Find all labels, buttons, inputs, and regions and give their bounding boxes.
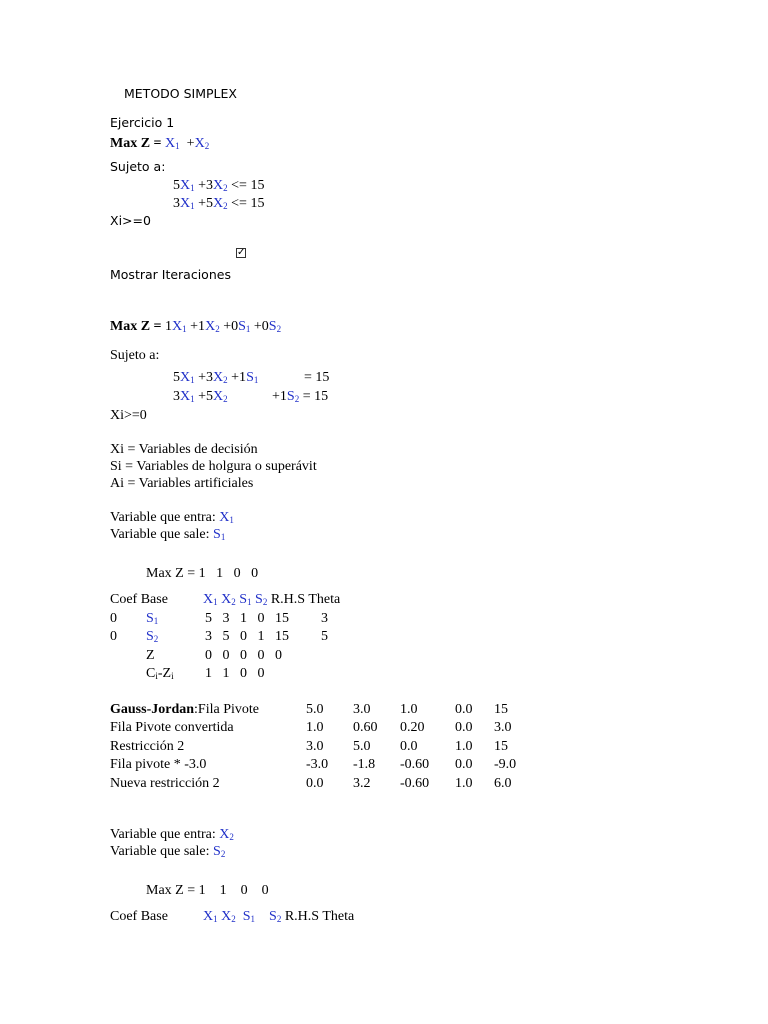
gj-cell: 0.0 — [455, 702, 473, 717]
var-s1: $S_1$ — [242, 909, 256, 924]
gj-cell: -0.60 — [400, 776, 430, 791]
coef: 5 — [173, 178, 180, 193]
var-x1: $X_1$ — [165, 136, 180, 151]
var-x2: $X_2$ — [221, 592, 236, 607]
gj-cell: 15 — [494, 702, 508, 717]
gj-cell: 0.60 — [353, 720, 378, 735]
gj-cell: 1.0 — [400, 702, 418, 717]
rhs: = 15 — [302, 389, 329, 404]
var-x2: $X_2$ — [213, 370, 228, 385]
row-coef: 0 — [110, 629, 117, 644]
cz-label: $C_i-Z_i$ — [146, 666, 174, 681]
gj-row-label: Fila pivote * -3.0 — [110, 757, 207, 772]
coef: +3 — [198, 178, 214, 193]
gj-cell: 3.0 — [306, 739, 324, 754]
var-s1: $S_1$ — [246, 370, 259, 385]
leaving-variable-2 — [110, 845, 225, 859]
constraint-2 — [173, 197, 264, 211]
coef: 3 — [173, 389, 180, 404]
gj-cell: -0.60 — [400, 757, 430, 772]
var-s2: $S_2$ — [286, 389, 300, 404]
coef: 5 — [173, 370, 180, 385]
coef: +0 — [223, 319, 239, 334]
gj-cell: 3.0 — [494, 720, 512, 735]
coef: +0 — [253, 319, 269, 334]
coef: +3 — [198, 370, 214, 385]
exercise-label: Ejercicio 1 — [110, 115, 175, 130]
table-header-vars — [203, 593, 340, 607]
rhs: <= 15 — [231, 196, 265, 211]
row-base-s2: $S_2$ — [146, 629, 159, 644]
var-x1: $X_1$ — [180, 196, 195, 211]
subject-to-label-2: Sujeto a: — [110, 348, 160, 363]
z-values: 0 0 0 0 0 — [205, 648, 282, 663]
gj-cell: 5.0 — [353, 739, 371, 754]
coef: +1 — [231, 370, 247, 385]
rhs: <= 15 — [231, 178, 265, 193]
legend-item: Ai = Variables artificiales — [110, 476, 254, 491]
var-s1: $S_1$ — [238, 319, 251, 334]
gj-cell: 0.0 — [455, 757, 473, 772]
nonnegativity: Xi>=0 — [110, 213, 151, 228]
row-theta: 3 — [321, 611, 328, 626]
row-theta: 5 — [321, 629, 328, 644]
leaving-label: Variable que sale: — [110, 844, 210, 859]
row-base-s1: $S_1$ — [146, 611, 159, 626]
leaving-label: Variable que sale: — [110, 527, 210, 542]
var-s1: $S_1$ — [213, 527, 226, 542]
rhs-theta-header: R.H.S Theta — [270, 592, 341, 607]
var-s2: $S_2$ — [213, 844, 226, 859]
gj-cell: 15 — [494, 739, 508, 754]
objective-function — [110, 137, 209, 151]
gj-cell: 1.0 — [306, 720, 324, 735]
plus-sign: + — [186, 136, 195, 151]
var-s2: $S_2$ — [268, 319, 282, 334]
coef: +5 — [198, 196, 214, 211]
gj-row-label: Nueva restricción 2 — [110, 776, 220, 791]
gj-row-1-label — [110, 703, 259, 717]
legend-item: Xi = Variables de decisión — [110, 442, 258, 457]
gj-cell: -9.0 — [494, 757, 517, 772]
rhs-theta-header: R.H.S Theta — [284, 909, 355, 924]
coef: +1 — [272, 389, 287, 404]
cz-values: 1 1 0 0 — [205, 666, 265, 681]
objective-label: Max Z = — [110, 319, 162, 334]
entering-label: Variable que entra: — [110, 827, 216, 842]
table-header-left-2: Coef Base — [110, 909, 168, 924]
std-constraint-1 — [173, 371, 258, 385]
std-nonnegativity: Xi>=0 — [110, 408, 147, 423]
coef: 1 — [165, 319, 173, 334]
row-coef: 0 — [110, 611, 117, 626]
entering-variable-2 — [110, 828, 234, 842]
table-header-vars-2 — [203, 910, 354, 924]
var-x1: $X_1$ — [172, 319, 187, 334]
var-s2: $S_2$ — [255, 592, 268, 607]
gj-cell: 1.0 — [455, 739, 473, 754]
gj-cell: 3.0 — [353, 702, 371, 717]
row-values: 3 5 0 1 15 — [205, 629, 289, 644]
gj-cell: 0.0 — [400, 739, 418, 754]
show-iterations-label: Mostrar Iteraciones — [110, 267, 231, 282]
var-x2: $X_2$ — [221, 909, 236, 924]
leaving-variable — [110, 528, 225, 542]
gj-cell: 0.20 — [400, 720, 425, 735]
maxz-row-2: Max Z = 1 1 0 0 — [146, 883, 269, 898]
gj-row-label: Restricción 2 — [110, 739, 185, 754]
entering-variable — [110, 511, 234, 525]
objective-label: Max Z = — [110, 136, 162, 151]
maxz-row: Max Z = 1 1 0 0 — [146, 566, 259, 581]
coef: +5 — [198, 389, 214, 404]
gj-cell: 3.2 — [353, 776, 371, 791]
entering-label: Variable que entra: — [110, 510, 216, 525]
gauss-jordan-title: Gauss-Jordan — [110, 702, 195, 717]
var-x2: $X_2$ — [213, 196, 228, 211]
gj-cell: 0.0 — [306, 776, 324, 791]
gj-cell: 1.0 — [455, 776, 473, 791]
std-rhs-1: = 15 — [304, 370, 330, 385]
var-s2: $S_2$ — [269, 909, 282, 924]
var-x1: $X_1$ — [203, 909, 218, 924]
subject-to-label: Sujeto a: — [110, 159, 166, 174]
constraint-1 — [173, 179, 264, 193]
row-values: 5 3 1 0 15 — [205, 611, 289, 626]
var-s1: $S_1$ — [239, 592, 252, 607]
var-x1: $X_1$ — [180, 178, 195, 193]
var-x2: $X_2$ — [213, 178, 228, 193]
gj-row-label: Fila Pivote convertida — [110, 720, 234, 735]
table-header-left: Coef Base — [110, 592, 168, 607]
legend-item: Si = Variables de holgura o superávit — [110, 459, 317, 474]
page-title: METODO SIMPLEX — [124, 86, 237, 101]
gj-label: :Fila Pivote — [194, 702, 259, 717]
var-x2: $X_2$ — [213, 389, 228, 404]
gj-cell: -3.0 — [306, 757, 329, 772]
var-x1: $X_1$ — [180, 389, 195, 404]
show-iterations-checkbox[interactable]: ✓ — [237, 247, 246, 258]
gj-cell: 5.0 — [306, 702, 324, 717]
gj-cell: 0.0 — [455, 720, 473, 735]
gj-cell: -1.8 — [353, 757, 376, 772]
std-constraint-2 — [173, 390, 228, 404]
var-x1: $X_1$ — [219, 510, 234, 525]
gj-cell: 6.0 — [494, 776, 512, 791]
standard-objective — [110, 320, 281, 334]
z-label: Z — [146, 648, 155, 663]
var-x2: $X_2$ — [205, 319, 220, 334]
var-x1: $X_1$ — [180, 370, 195, 385]
coef: 3 — [173, 196, 180, 211]
std-s2-term — [272, 390, 328, 404]
var-x2: $X_2$ — [194, 136, 210, 151]
coef: +1 — [190, 319, 206, 334]
var-x2: $X_2$ — [219, 827, 234, 842]
var-x1: $X_1$ — [203, 592, 218, 607]
